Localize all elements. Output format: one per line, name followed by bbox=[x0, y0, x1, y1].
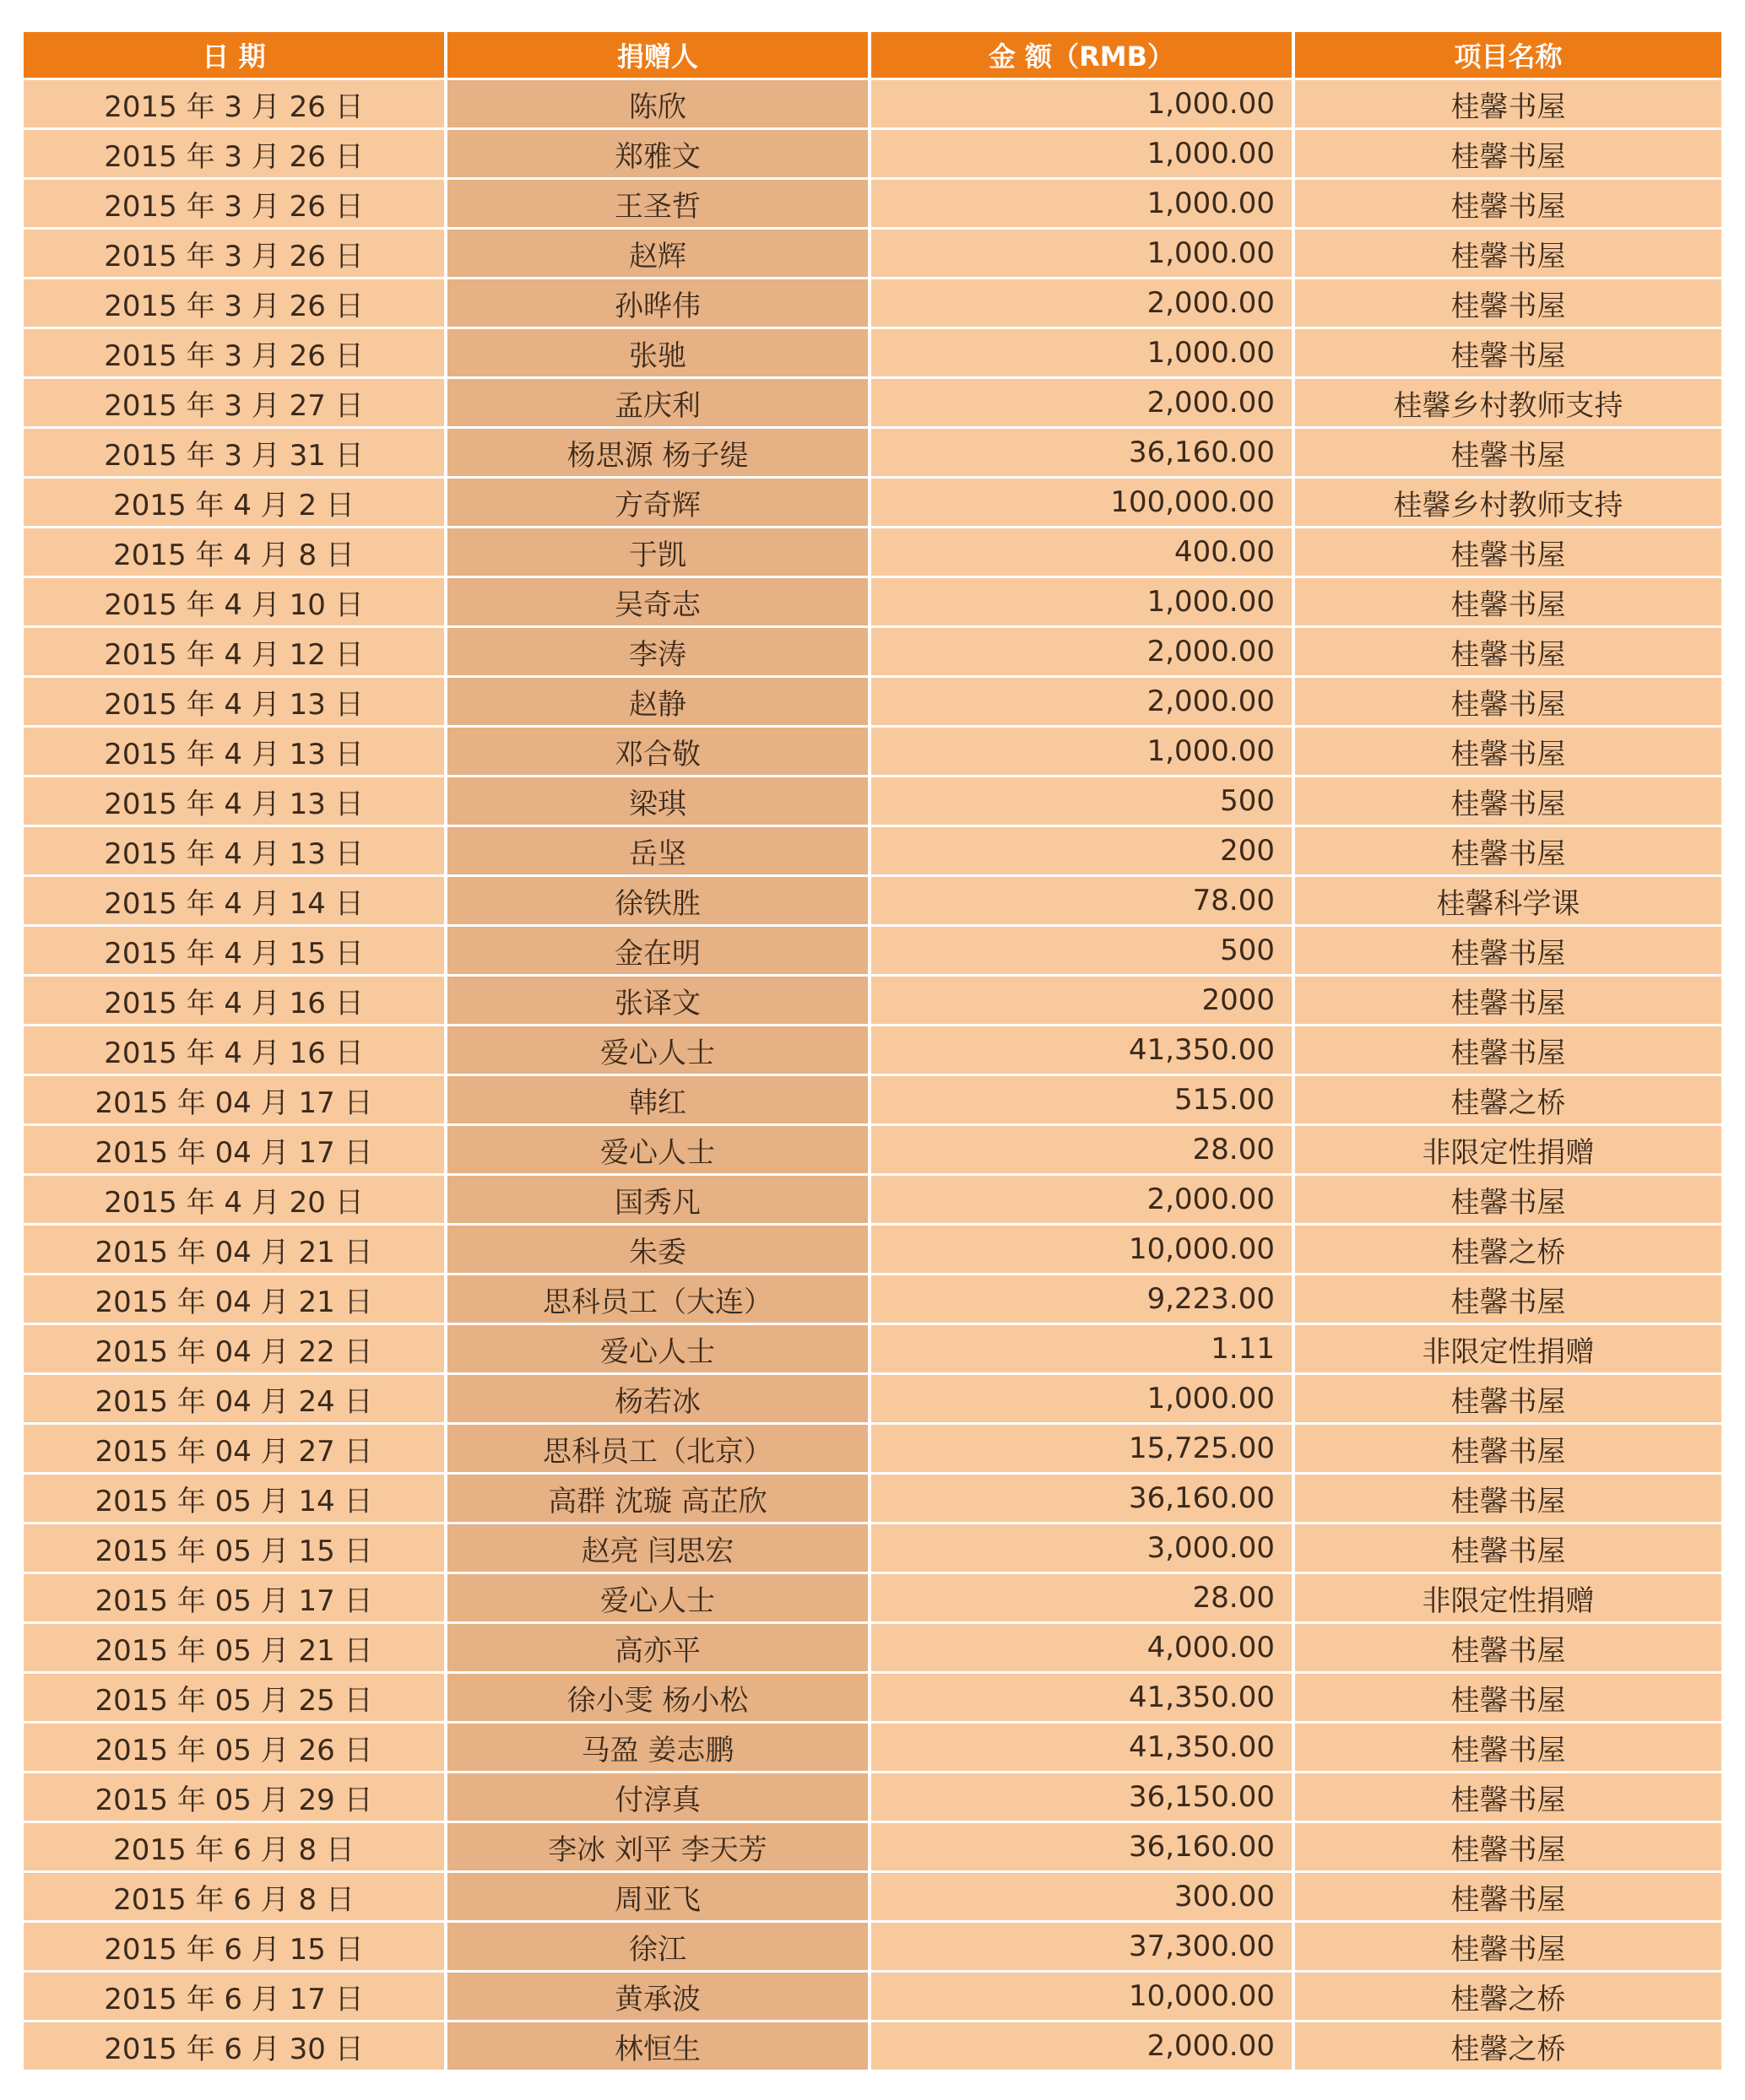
donor-cell: 高群 沈璇 高芷欣 bbox=[447, 1475, 871, 1524]
donor-cell: 李涛 bbox=[447, 628, 871, 678]
date-cell: 2015 年 4 月 13 日 bbox=[24, 827, 447, 877]
donor-cell: 徐小雯 杨小松 bbox=[447, 1674, 871, 1724]
donor-cell: 付淳真 bbox=[447, 1773, 871, 1823]
amount-cell: 100,000.00 bbox=[871, 479, 1295, 528]
project-cell: 桂馨书屋 bbox=[1295, 1923, 1721, 1973]
project-cell: 桂馨书屋 bbox=[1295, 180, 1721, 230]
amount-cell: 9,223.00 bbox=[871, 1275, 1295, 1325]
date-cell: 2015 年 4 月 10 日 bbox=[24, 578, 447, 628]
project-cell: 桂馨之桥 bbox=[1295, 1973, 1721, 2022]
date-cell: 2015 年 4 月 13 日 bbox=[24, 678, 447, 728]
donor-cell: 爱心人士 bbox=[447, 1126, 871, 1176]
date-cell: 2015 年 4 月 12 日 bbox=[24, 628, 447, 678]
project-cell: 桂馨乡村教师支持 bbox=[1295, 479, 1721, 528]
table-row bbox=[24, 1076, 1721, 1126]
project-cell: 桂馨书屋 bbox=[1295, 578, 1721, 628]
amount-cell: 515.00 bbox=[871, 1076, 1295, 1126]
project-cell: 桂馨书屋 bbox=[1295, 130, 1721, 180]
amount-cell: 41,350.00 bbox=[871, 1026, 1295, 1076]
table-row bbox=[24, 1425, 1721, 1475]
project-cell: 桂馨之桥 bbox=[1295, 2022, 1721, 2072]
table-row bbox=[24, 1325, 1721, 1375]
amount-cell: 1,000.00 bbox=[871, 180, 1295, 230]
table-row bbox=[24, 1475, 1721, 1524]
project-cell: 桂馨书屋 bbox=[1295, 80, 1721, 130]
table-row bbox=[24, 628, 1721, 678]
table-row bbox=[24, 429, 1721, 479]
project-cell: 桂馨科学课 bbox=[1295, 877, 1721, 927]
table-row bbox=[24, 130, 1721, 180]
date-cell: 2015 年 4 月 16 日 bbox=[24, 1026, 447, 1076]
amount-cell: 2,000.00 bbox=[871, 1176, 1295, 1226]
table-row bbox=[24, 1275, 1721, 1325]
table-row bbox=[24, 1923, 1721, 1973]
amount-cell: 28.00 bbox=[871, 1574, 1295, 1624]
project-cell: 桂馨书屋 bbox=[1295, 628, 1721, 678]
project-cell: 非限定性捐赠 bbox=[1295, 1325, 1721, 1375]
table-row bbox=[24, 1574, 1721, 1624]
date-cell: 2015 年 04 月 27 日 bbox=[24, 1425, 447, 1475]
date-cell: 2015 年 05 月 25 日 bbox=[24, 1674, 447, 1724]
donor-cell: 王圣哲 bbox=[447, 180, 871, 230]
project-cell: 桂馨书屋 bbox=[1295, 329, 1721, 379]
date-cell: 2015 年 4 月 13 日 bbox=[24, 728, 447, 777]
donor-cell: 林恒生 bbox=[447, 2022, 871, 2072]
project-cell: 桂馨书屋 bbox=[1295, 1624, 1721, 1674]
project-cell: 非限定性捐赠 bbox=[1295, 1574, 1721, 1624]
amount-cell: 400.00 bbox=[871, 528, 1295, 578]
project-cell: 桂馨之桥 bbox=[1295, 1226, 1721, 1275]
project-cell: 桂馨书屋 bbox=[1295, 1524, 1721, 1574]
date-cell: 2015 年 4 月 16 日 bbox=[24, 977, 447, 1026]
donor-cell: 吴奇志 bbox=[447, 578, 871, 628]
table-row bbox=[24, 528, 1721, 578]
table-row bbox=[24, 1226, 1721, 1275]
date-cell: 2015 年 3 月 26 日 bbox=[24, 80, 447, 130]
date-cell: 2015 年 3 月 31 日 bbox=[24, 429, 447, 479]
table-row bbox=[24, 927, 1721, 977]
date-cell: 2015 年 4 月 8 日 bbox=[24, 528, 447, 578]
amount-cell: 1,000.00 bbox=[871, 230, 1295, 279]
table-row bbox=[24, 777, 1721, 827]
table-row bbox=[24, 279, 1721, 329]
project-cell: 桂馨书屋 bbox=[1295, 678, 1721, 728]
project-cell: 桂馨书屋 bbox=[1295, 827, 1721, 877]
date-cell: 2015 年 4 月 14 日 bbox=[24, 877, 447, 927]
donor-cell: 赵辉 bbox=[447, 230, 871, 279]
header-project: 项目名称 bbox=[1295, 32, 1721, 80]
table-row bbox=[24, 1724, 1721, 1773]
project-cell: 桂馨书屋 bbox=[1295, 1674, 1721, 1724]
project-cell: 桂馨书屋 bbox=[1295, 1873, 1721, 1923]
date-cell: 2015 年 05 月 14 日 bbox=[24, 1475, 447, 1524]
donor-cell: 于凯 bbox=[447, 528, 871, 578]
table-row bbox=[24, 1823, 1721, 1873]
table-row bbox=[24, 1773, 1721, 1823]
date-cell: 2015 年 04 月 22 日 bbox=[24, 1325, 447, 1375]
amount-cell: 37,300.00 bbox=[871, 1923, 1295, 1973]
amount-cell: 2,000.00 bbox=[871, 628, 1295, 678]
donor-cell: 郑雅文 bbox=[447, 130, 871, 180]
date-cell: 2015 年 6 月 17 日 bbox=[24, 1973, 447, 2022]
project-cell: 桂馨书屋 bbox=[1295, 1275, 1721, 1325]
project-cell: 桂馨书屋 bbox=[1295, 1475, 1721, 1524]
table-row bbox=[24, 678, 1721, 728]
amount-cell: 78.00 bbox=[871, 877, 1295, 927]
amount-cell: 41,350.00 bbox=[871, 1724, 1295, 1773]
date-cell: 2015 年 05 月 21 日 bbox=[24, 1624, 447, 1674]
donor-cell: 岳坚 bbox=[447, 827, 871, 877]
donor-cell: 爱心人士 bbox=[447, 1574, 871, 1624]
amount-cell: 1,000.00 bbox=[871, 1375, 1295, 1425]
amount-cell: 200 bbox=[871, 827, 1295, 877]
donor-cell: 张译文 bbox=[447, 977, 871, 1026]
amount-cell: 1,000.00 bbox=[871, 130, 1295, 180]
project-cell: 桂馨书屋 bbox=[1295, 1176, 1721, 1226]
amount-cell: 1,000.00 bbox=[871, 329, 1295, 379]
table-row bbox=[24, 230, 1721, 279]
date-cell: 2015 年 6 月 30 日 bbox=[24, 2022, 447, 2072]
project-cell: 桂馨书屋 bbox=[1295, 977, 1721, 1026]
project-cell: 桂馨书屋 bbox=[1295, 728, 1721, 777]
donor-cell: 思科员工（大连） bbox=[447, 1275, 871, 1325]
table-row bbox=[24, 2022, 1721, 2072]
date-cell: 2015 年 04 月 17 日 bbox=[24, 1076, 447, 1126]
amount-cell: 15,725.00 bbox=[871, 1425, 1295, 1475]
project-cell: 桂馨书屋 bbox=[1295, 927, 1721, 977]
amount-cell: 36,150.00 bbox=[871, 1773, 1295, 1823]
amount-cell: 36,160.00 bbox=[871, 1475, 1295, 1524]
date-cell: 2015 年 05 月 17 日 bbox=[24, 1574, 447, 1624]
amount-cell: 500 bbox=[871, 927, 1295, 977]
donor-cell: 陈欣 bbox=[447, 80, 871, 130]
table-row bbox=[24, 1176, 1721, 1226]
project-cell: 桂馨之桥 bbox=[1295, 1076, 1721, 1126]
donor-cell: 李冰 刘平 李天芳 bbox=[447, 1823, 871, 1873]
table-row bbox=[24, 827, 1721, 877]
date-cell: 2015 年 6 月 8 日 bbox=[24, 1873, 447, 1923]
donor-cell: 赵亮 闫思宏 bbox=[447, 1524, 871, 1574]
date-cell: 2015 年 3 月 26 日 bbox=[24, 180, 447, 230]
date-cell: 2015 年 6 月 15 日 bbox=[24, 1923, 447, 1973]
donor-cell: 黄承波 bbox=[447, 1973, 871, 2022]
project-cell: 桂馨书屋 bbox=[1295, 279, 1721, 329]
donor-cell: 金在明 bbox=[447, 927, 871, 977]
donor-cell: 周亚飞 bbox=[447, 1873, 871, 1923]
donor-cell: 徐铁胜 bbox=[447, 877, 871, 927]
table-row bbox=[24, 1624, 1721, 1674]
donor-cell: 孙晔伟 bbox=[447, 279, 871, 329]
table-row bbox=[24, 1973, 1721, 2022]
donor-cell: 朱委 bbox=[447, 1226, 871, 1275]
donor-cell: 高亦平 bbox=[447, 1624, 871, 1674]
date-cell: 2015 年 4 月 15 日 bbox=[24, 927, 447, 977]
table-body bbox=[24, 80, 1721, 2072]
date-cell: 2015 年 04 月 21 日 bbox=[24, 1275, 447, 1325]
donor-cell: 爱心人士 bbox=[447, 1026, 871, 1076]
table-row bbox=[24, 180, 1721, 230]
donor-cell: 方奇辉 bbox=[447, 479, 871, 528]
project-cell: 桂馨书屋 bbox=[1295, 1823, 1721, 1873]
table-row bbox=[24, 1026, 1721, 1076]
donor-cell: 徐江 bbox=[447, 1923, 871, 1973]
table-row bbox=[24, 329, 1721, 379]
donor-cell: 思科员工（北京） bbox=[447, 1425, 871, 1475]
donor-cell: 韩红 bbox=[447, 1076, 871, 1126]
donor-cell: 国秀凡 bbox=[447, 1176, 871, 1226]
table-row bbox=[24, 1674, 1721, 1724]
project-cell: 桂馨乡村教师支持 bbox=[1295, 379, 1721, 429]
header-date: 日 期 bbox=[24, 32, 447, 80]
table-row bbox=[24, 379, 1721, 429]
header-amount: 金 额（RMB） bbox=[871, 32, 1295, 80]
date-cell: 2015 年 05 月 29 日 bbox=[24, 1773, 447, 1823]
date-cell: 2015 年 3 月 26 日 bbox=[24, 230, 447, 279]
date-cell: 2015 年 4 月 13 日 bbox=[24, 777, 447, 827]
amount-cell: 2000 bbox=[871, 977, 1295, 1026]
project-cell: 桂馨书屋 bbox=[1295, 777, 1721, 827]
date-cell: 2015 年 6 月 8 日 bbox=[24, 1823, 447, 1873]
date-cell: 2015 年 05 月 26 日 bbox=[24, 1724, 447, 1773]
table-row bbox=[24, 578, 1721, 628]
date-cell: 2015 年 4 月 2 日 bbox=[24, 479, 447, 528]
donor-cell: 梁琪 bbox=[447, 777, 871, 827]
table-row bbox=[24, 80, 1721, 130]
amount-cell: 4,000.00 bbox=[871, 1624, 1295, 1674]
amount-cell: 28.00 bbox=[871, 1126, 1295, 1176]
amount-cell: 2,000.00 bbox=[871, 678, 1295, 728]
donor-cell: 杨若冰 bbox=[447, 1375, 871, 1425]
table-row bbox=[24, 728, 1721, 777]
amount-cell: 10,000.00 bbox=[871, 1973, 1295, 2022]
amount-cell: 36,160.00 bbox=[871, 1823, 1295, 1873]
amount-cell: 10,000.00 bbox=[871, 1226, 1295, 1275]
amount-cell: 1,000.00 bbox=[871, 728, 1295, 777]
table-row bbox=[24, 479, 1721, 528]
header-row bbox=[24, 32, 1721, 80]
project-cell: 桂馨书屋 bbox=[1295, 1425, 1721, 1475]
table-row bbox=[24, 1873, 1721, 1923]
date-cell: 2015 年 04 月 24 日 bbox=[24, 1375, 447, 1425]
table-row bbox=[24, 1524, 1721, 1574]
date-cell: 2015 年 3 月 26 日 bbox=[24, 329, 447, 379]
donor-cell: 邓合敬 bbox=[447, 728, 871, 777]
amount-cell: 1,000.00 bbox=[871, 80, 1295, 130]
table-row bbox=[24, 877, 1721, 927]
project-cell: 桂馨书屋 bbox=[1295, 1026, 1721, 1076]
amount-cell: 500 bbox=[871, 777, 1295, 827]
project-cell: 桂馨书屋 bbox=[1295, 1773, 1721, 1823]
amount-cell: 1,000.00 bbox=[871, 578, 1295, 628]
date-cell: 2015 年 05 月 15 日 bbox=[24, 1524, 447, 1574]
amount-cell: 3,000.00 bbox=[871, 1524, 1295, 1574]
donor-cell: 张驰 bbox=[447, 329, 871, 379]
project-cell: 非限定性捐赠 bbox=[1295, 1126, 1721, 1176]
table-row bbox=[24, 1126, 1721, 1176]
date-cell: 2015 年 3 月 26 日 bbox=[24, 279, 447, 329]
donor-cell: 爱心人士 bbox=[447, 1325, 871, 1375]
date-cell: 2015 年 4 月 20 日 bbox=[24, 1176, 447, 1226]
project-cell: 桂馨书屋 bbox=[1295, 429, 1721, 479]
table-row bbox=[24, 977, 1721, 1026]
project-cell: 桂馨书屋 bbox=[1295, 230, 1721, 279]
project-cell: 桂馨书屋 bbox=[1295, 1724, 1721, 1773]
amount-cell: 2,000.00 bbox=[871, 2022, 1295, 2072]
amount-cell: 41,350.00 bbox=[871, 1674, 1295, 1724]
donation-table bbox=[24, 32, 1721, 2072]
project-cell: 桂馨书屋 bbox=[1295, 528, 1721, 578]
donor-cell: 马盈 姜志鹏 bbox=[447, 1724, 871, 1773]
donor-cell: 杨思源 杨子缇 bbox=[447, 429, 871, 479]
donor-cell: 赵静 bbox=[447, 678, 871, 728]
amount-cell: 300.00 bbox=[871, 1873, 1295, 1923]
header-donor: 捐赠人 bbox=[447, 32, 871, 80]
donor-cell: 孟庆利 bbox=[447, 379, 871, 429]
date-cell: 2015 年 3 月 26 日 bbox=[24, 130, 447, 180]
project-cell: 桂馨书屋 bbox=[1295, 1375, 1721, 1425]
table-row bbox=[24, 1375, 1721, 1425]
amount-cell: 1.11 bbox=[871, 1325, 1295, 1375]
date-cell: 2015 年 04 月 21 日 bbox=[24, 1226, 447, 1275]
amount-cell: 2,000.00 bbox=[871, 279, 1295, 329]
date-cell: 2015 年 04 月 17 日 bbox=[24, 1126, 447, 1176]
amount-cell: 2,000.00 bbox=[871, 379, 1295, 429]
amount-cell: 36,160.00 bbox=[871, 429, 1295, 479]
date-cell: 2015 年 3 月 27 日 bbox=[24, 379, 447, 429]
table-header bbox=[24, 32, 1721, 80]
